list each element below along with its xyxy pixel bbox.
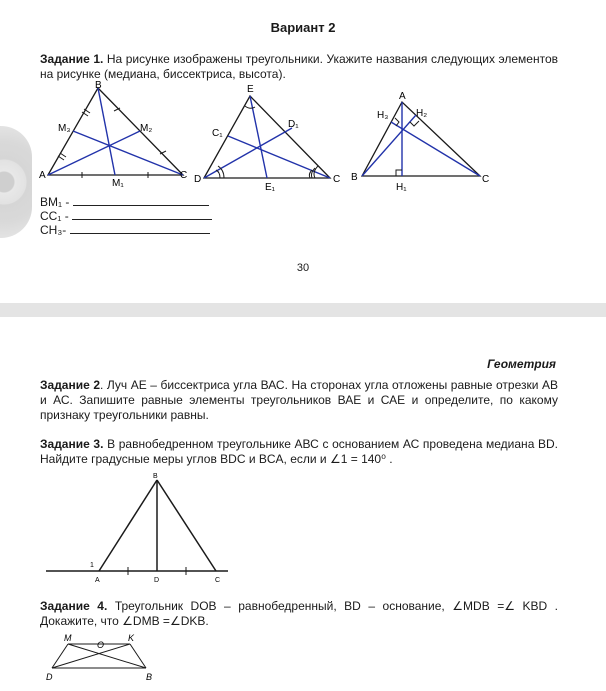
task2-label: Задание 2 [40, 378, 101, 392]
label-c: C [215, 577, 221, 584]
task1-text: На рисунке изображены треугольники. Укажите названия следующих элементов на рисунке (медиана, биссектриса, высота). [40, 52, 558, 81]
label-m1: M₁ [112, 178, 124, 189]
page-number: 30 [296, 262, 310, 274]
answer-label-cc1: CC₁ - [40, 209, 69, 223]
figure-task3 [40, 470, 240, 585]
task3-label: Задание 3. [40, 437, 104, 451]
label-b: B [351, 172, 358, 183]
label-c: C [333, 174, 341, 185]
task3-paragraph [40, 437, 558, 467]
answer-line-bm1 [40, 195, 209, 209]
task4-text: Треугольник DOB – равнобедренный, BD – основание, ∠MDB =∠ KBD . Докажите, что ∠DMB =∠DKB. [40, 599, 558, 628]
answer-blank-cc1[interactable] [72, 209, 212, 220]
label-h1: H₁ [396, 182, 407, 193]
label-d: D [154, 577, 160, 584]
label-b: B [146, 672, 153, 682]
label-m2: M₂ [140, 123, 153, 134]
label-k: K [128, 633, 135, 643]
label-e: E [247, 84, 254, 95]
figure-medians [38, 80, 198, 190]
label-a: A [95, 577, 100, 584]
label-c1: C₁ [212, 128, 223, 139]
label-a: A [39, 170, 46, 181]
answer-line-ch3 [40, 223, 210, 237]
label-d: D [194, 174, 202, 185]
label-c: C [482, 174, 490, 185]
subject-header: Геометрия [487, 357, 556, 371]
label-b: B [95, 80, 102, 91]
figure-altitudes [350, 88, 500, 196]
side-ab [99, 480, 157, 571]
figure-task4 [38, 630, 168, 690]
label-angle-1: 1 [90, 562, 94, 569]
triangle-dec [204, 96, 330, 178]
answer-label-bm1: BM₁ - [40, 195, 70, 209]
task1-label: Задание 1. [40, 52, 104, 66]
altitude-ch3 [391, 122, 480, 176]
label-h2: H₂ [416, 108, 428, 119]
variant-title: Вариант 2 [270, 20, 336, 35]
answer-line-cc1 [40, 209, 212, 223]
answer-blank-bm1[interactable] [73, 195, 209, 206]
label-d: D [46, 672, 53, 682]
label-m: M [64, 633, 72, 643]
scan-hole-mark [0, 126, 32, 238]
label-c: C [180, 170, 188, 181]
page-separator [0, 303, 606, 317]
answer-label-ch3: CH₃- [40, 223, 67, 237]
task2-paragraph [40, 378, 558, 423]
task1-paragraph [40, 52, 558, 82]
altitude-bh2 [362, 115, 416, 176]
answer-blank-ch3[interactable] [70, 223, 210, 234]
label-a: A [399, 91, 406, 102]
task3-text: В равнобедренном треугольнике АВС с основанием АС проведена медиана BD. Найдите градусные меры углов BDC и BCA, если и [40, 437, 559, 466]
label-d1: D₁ [288, 119, 299, 130]
label-m3: M₃ [58, 123, 71, 134]
label-e1: E₁ [265, 182, 276, 193]
label-o: O [97, 640, 105, 650]
label-h3: H₃ [377, 110, 389, 121]
task4-paragraph [40, 599, 558, 629]
task4-label: Задание 4. [40, 599, 108, 613]
task3-angle: ∠1 = 140⁰ . [329, 452, 393, 466]
task2-text: . Луч АЕ – биссектриса угла ВАС. На сторонах угла отложены равные отрезки АВ и АС. Запишите равные элементы треугольников ВАЕ и САЕ и определите, по какому признаку треугольники равны. [40, 378, 558, 422]
label-b: B [153, 473, 158, 480]
side-bc [157, 480, 216, 571]
median-bm1 [98, 88, 115, 175]
figure-bisectors [190, 80, 350, 195]
median-cm3 [73, 131, 183, 175]
